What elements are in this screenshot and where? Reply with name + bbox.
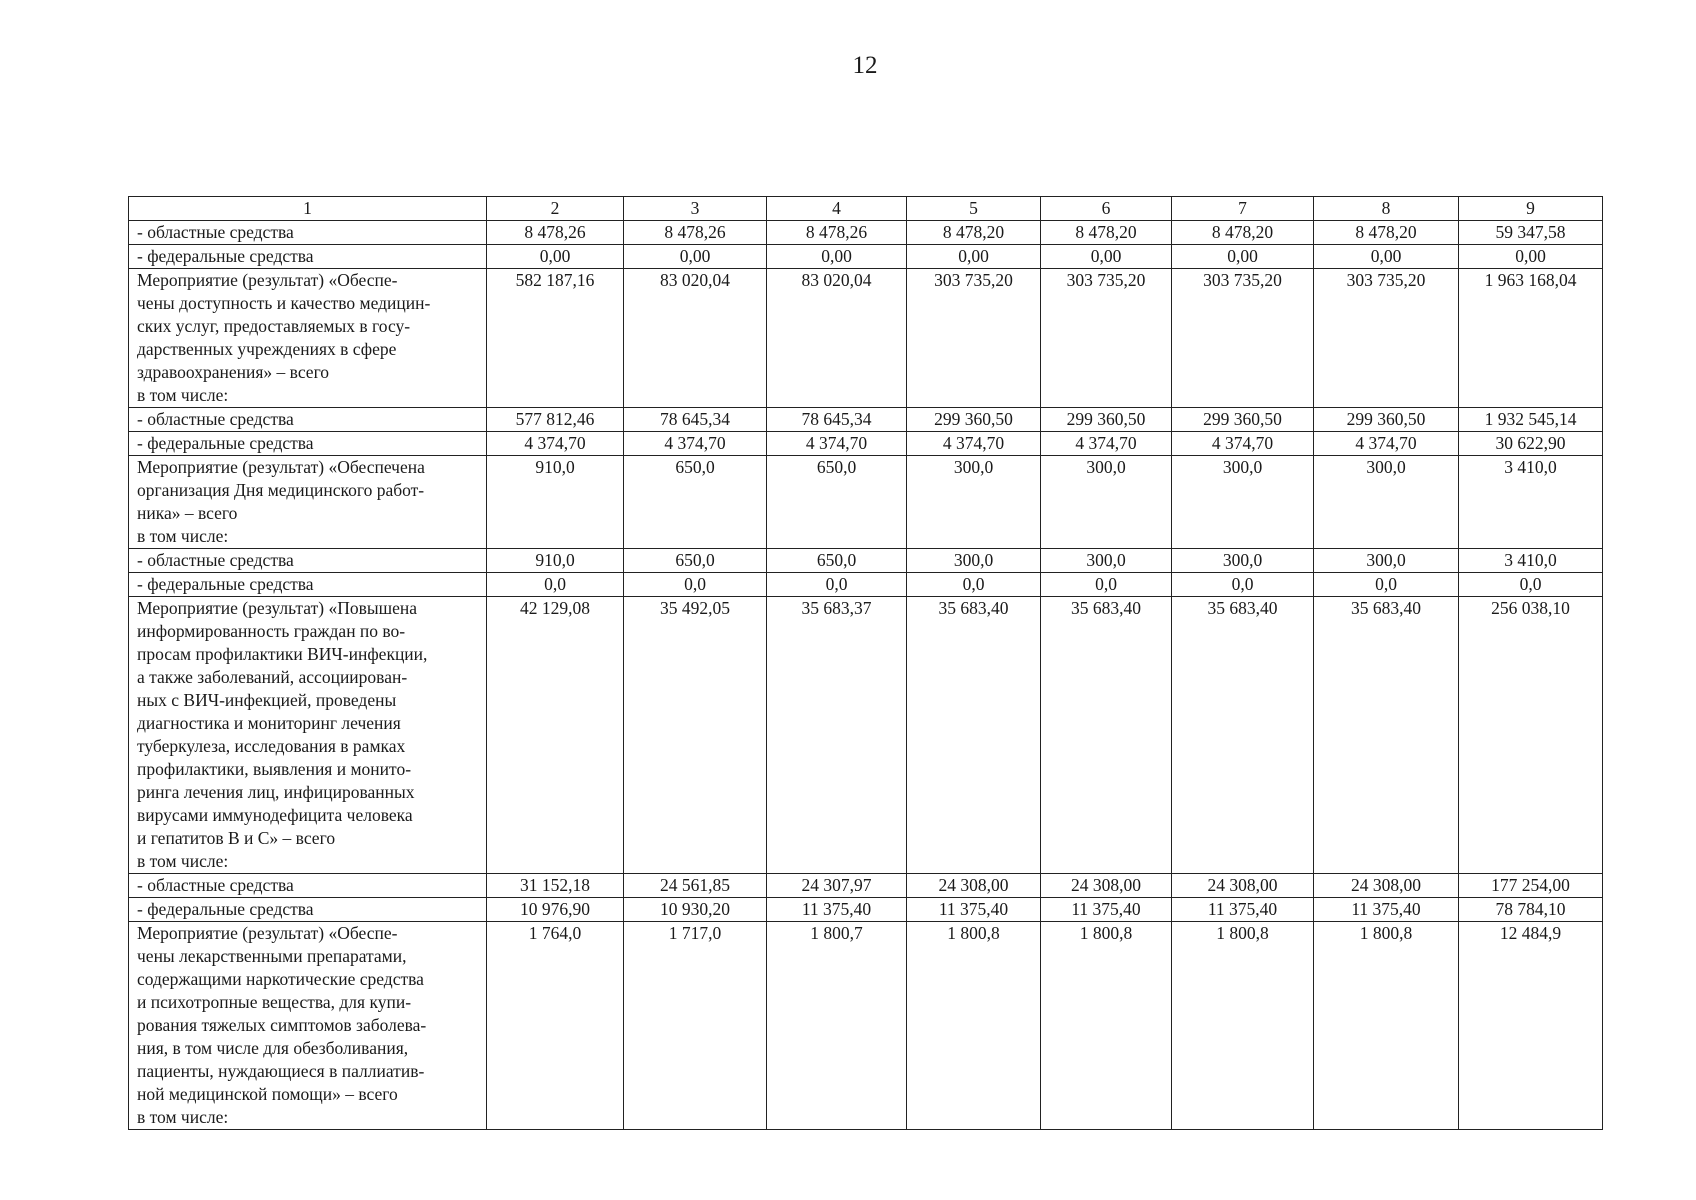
row-label-line: ной медицинской помощи» – всего: [137, 1084, 398, 1104]
row-label-line: - областные средства: [137, 222, 294, 242]
row-label-line: - федеральные средства: [137, 574, 314, 594]
value-cell: 0,00: [1172, 245, 1314, 269]
value-cell: 1 800,8: [1172, 922, 1314, 1130]
row-label: [129, 549, 487, 573]
value-cell: 1 800,7: [767, 922, 907, 1130]
row-label-line: Мероприятие (результат) «Повышена: [137, 598, 417, 618]
value-cell: 0,00: [1459, 245, 1603, 269]
value-cell: 31 152,18: [487, 874, 624, 898]
header-cell: 6: [1041, 197, 1172, 221]
value-cell: 11 375,40: [907, 898, 1041, 922]
value-cell: 0,0: [907, 573, 1041, 597]
value-cell: 910,0: [487, 456, 624, 549]
value-cell: 10 976,90: [487, 898, 624, 922]
value-cell: 299 360,50: [1314, 408, 1459, 432]
row-label: [129, 597, 487, 874]
row-label: [129, 922, 487, 1130]
row-label: [129, 898, 487, 922]
value-cell: 8 478,20: [1314, 221, 1459, 245]
value-cell: 0,00: [1314, 245, 1459, 269]
value-cell: 303 735,20: [907, 269, 1041, 408]
row-label: [129, 408, 487, 432]
row-label-line: а также заболеваний, ассоциирован-: [137, 667, 408, 687]
value-cell: 299 360,50: [1172, 408, 1314, 432]
value-cell: 1 800,8: [1314, 922, 1459, 1130]
value-cell: 300,0: [907, 456, 1041, 549]
row-label-line: здравоохранения» – всего: [137, 362, 330, 382]
row-label-line: информированность граждан по во-: [137, 621, 406, 641]
value-cell: 300,0: [1172, 456, 1314, 549]
table-row: [129, 597, 1603, 874]
value-cell: 650,0: [624, 549, 767, 573]
value-cell: 1 800,8: [907, 922, 1041, 1130]
value-cell: 303 735,20: [1172, 269, 1314, 408]
value-cell: 3 410,0: [1459, 456, 1603, 549]
row-label: [129, 874, 487, 898]
value-cell: 0,00: [487, 245, 624, 269]
row-label-line: - областные средства: [137, 875, 294, 895]
row-label-line: просам профилактики ВИЧ-инфекции,: [137, 644, 428, 664]
value-cell: 8 478,26: [487, 221, 624, 245]
value-cell: 11 375,40: [767, 898, 907, 922]
row-label-line: чены доступность и качество медицин-: [137, 293, 431, 313]
table-row: [129, 898, 1603, 922]
row-label-line: дарственных учреждениях в сфере: [137, 339, 397, 359]
value-cell: 303 735,20: [1314, 269, 1459, 408]
value-cell: 300,0: [907, 549, 1041, 573]
row-label-line: в том числе:: [137, 385, 229, 405]
row-label-line: пациенты, нуждающиеся в паллиатив-: [137, 1061, 425, 1081]
table-row: [129, 269, 1603, 408]
row-label-line: рования тяжелых симптомов заболева-: [137, 1015, 427, 1035]
value-cell: 1 764,0: [487, 922, 624, 1130]
row-label-line: - федеральные средства: [137, 899, 314, 919]
value-cell: 300,0: [1172, 549, 1314, 573]
value-cell: 4 374,70: [1041, 432, 1172, 456]
value-cell: 300,0: [1314, 549, 1459, 573]
row-label-line: ния, в том числе для обезболивания,: [137, 1038, 409, 1058]
header-row: [129, 197, 1603, 221]
row-label-line: Мероприятие (результат) «Обеспе-: [137, 923, 398, 943]
value-cell: 1 717,0: [624, 922, 767, 1130]
value-cell: 24 307,97: [767, 874, 907, 898]
value-cell: 0,00: [1041, 245, 1172, 269]
value-cell: 8 478,20: [1041, 221, 1172, 245]
value-cell: 42 129,08: [487, 597, 624, 874]
value-cell: 0,00: [624, 245, 767, 269]
row-label-line: профилактики, выявления и монито-: [137, 759, 412, 779]
table-row: [129, 221, 1603, 245]
table-row: [129, 456, 1603, 549]
row-label-line: Мероприятие (результат) «Обеспечена: [137, 457, 425, 477]
row-label-line: - федеральные средства: [137, 433, 314, 453]
value-cell: 0,0: [767, 573, 907, 597]
row-label-line: в том числе:: [137, 851, 229, 871]
value-cell: 59 347,58: [1459, 221, 1603, 245]
header-cell: 7: [1172, 197, 1314, 221]
header-cell: 9: [1459, 197, 1603, 221]
value-cell: 1 963 168,04: [1459, 269, 1603, 408]
row-label: [129, 432, 487, 456]
row-label: [129, 573, 487, 597]
row-label-line: содержащими наркотические средства: [137, 969, 424, 989]
row-label-line: в том числе:: [137, 526, 229, 546]
value-cell: 0,0: [624, 573, 767, 597]
value-cell: 30 622,90: [1459, 432, 1603, 456]
header-cell: 1: [129, 197, 487, 221]
row-label: [129, 269, 487, 408]
value-cell: 650,0: [767, 549, 907, 573]
value-cell: 0,0: [487, 573, 624, 597]
value-cell: 577 812,46: [487, 408, 624, 432]
value-cell: 35 683,40: [1172, 597, 1314, 874]
value-cell: 4 374,70: [907, 432, 1041, 456]
value-cell: 0,0: [1314, 573, 1459, 597]
row-label-line: и гепатитов В и С» – всего: [137, 828, 336, 848]
value-cell: 650,0: [624, 456, 767, 549]
row-label-line: Мероприятие (результат) «Обеспе-: [137, 270, 398, 290]
row-label-line: ных с ВИЧ-инфекцией, проведены: [137, 690, 397, 710]
value-cell: 3 410,0: [1459, 549, 1603, 573]
table-row: [129, 874, 1603, 898]
value-cell: 0,0: [1459, 573, 1603, 597]
value-cell: 78 645,34: [624, 408, 767, 432]
value-cell: 300,0: [1041, 549, 1172, 573]
row-label-line: ринга лечения лиц, инфицированных: [137, 782, 415, 802]
value-cell: 35 683,40: [907, 597, 1041, 874]
value-cell: 256 038,10: [1459, 597, 1603, 874]
value-cell: 1 800,8: [1041, 922, 1172, 1130]
value-cell: 582 187,16: [487, 269, 624, 408]
table-row: [129, 922, 1603, 1130]
table-row: [129, 573, 1603, 597]
value-cell: 910,0: [487, 549, 624, 573]
value-cell: 8 478,20: [1172, 221, 1314, 245]
row-label-line: диагностика и мониторинг лечения: [137, 713, 401, 733]
row-label: [129, 221, 487, 245]
row-label: [129, 245, 487, 269]
value-cell: 83 020,04: [624, 269, 767, 408]
value-cell: 0,0: [1041, 573, 1172, 597]
value-cell: 0,0: [1172, 573, 1314, 597]
value-cell: 78 645,34: [767, 408, 907, 432]
row-label-line: - областные средства: [137, 409, 294, 429]
value-cell: 10 930,20: [624, 898, 767, 922]
value-cell: 35 683,40: [1314, 597, 1459, 874]
value-cell: 24 308,00: [1172, 874, 1314, 898]
value-cell: 4 374,70: [767, 432, 907, 456]
table-row: [129, 549, 1603, 573]
row-label-line: и психотропные вещества, для купи-: [137, 992, 412, 1012]
value-cell: 300,0: [1041, 456, 1172, 549]
value-cell: 4 374,70: [1172, 432, 1314, 456]
value-cell: 11 375,40: [1314, 898, 1459, 922]
budget-table: [128, 196, 1603, 1130]
value-cell: 35 683,37: [767, 597, 907, 874]
row-label-line: ника» – всего: [137, 503, 238, 523]
value-cell: 24 308,00: [907, 874, 1041, 898]
row-label-line: в том числе:: [137, 1107, 229, 1127]
value-cell: 4 374,70: [624, 432, 767, 456]
value-cell: 0,00: [767, 245, 907, 269]
row-label-line: - областные средства: [137, 550, 294, 570]
value-cell: 12 484,9: [1459, 922, 1603, 1130]
header-cell: 8: [1314, 197, 1459, 221]
table-row: [129, 408, 1603, 432]
value-cell: 4 374,70: [487, 432, 624, 456]
header-cell: 3: [624, 197, 767, 221]
page-number: 12: [852, 52, 878, 79]
value-cell: 11 375,40: [1172, 898, 1314, 922]
value-cell: 11 375,40: [1041, 898, 1172, 922]
value-cell: 35 492,05: [624, 597, 767, 874]
value-cell: 24 308,00: [1314, 874, 1459, 898]
value-cell: 83 020,04: [767, 269, 907, 408]
value-cell: 299 360,50: [1041, 408, 1172, 432]
value-cell: 35 683,40: [1041, 597, 1172, 874]
value-cell: 78 784,10: [1459, 898, 1603, 922]
row-label-line: организация Дня медицинского работ-: [137, 480, 425, 500]
header-cell: 2: [487, 197, 624, 221]
value-cell: 24 561,85: [624, 874, 767, 898]
row-label-line: вирусами иммунодефицита человека: [137, 805, 413, 825]
value-cell: 8 478,26: [767, 221, 907, 245]
header-cell: 4: [767, 197, 907, 221]
value-cell: 4 374,70: [1314, 432, 1459, 456]
value-cell: 8 478,26: [624, 221, 767, 245]
value-cell: 300,0: [1314, 456, 1459, 549]
table-row: [129, 245, 1603, 269]
header-cell: 5: [907, 197, 1041, 221]
value-cell: 177 254,00: [1459, 874, 1603, 898]
row-label-line: - федеральные средства: [137, 246, 314, 266]
value-cell: 8 478,20: [907, 221, 1041, 245]
value-cell: 650,0: [767, 456, 907, 549]
row-label-line: чены лекарственными препаратами,: [137, 946, 407, 966]
value-cell: 1 932 545,14: [1459, 408, 1603, 432]
value-cell: 299 360,50: [907, 408, 1041, 432]
table-row: [129, 432, 1603, 456]
value-cell: 303 735,20: [1041, 269, 1172, 408]
row-label-line: ских услуг, предоставляемых в госу-: [137, 316, 411, 336]
row-label: [129, 456, 487, 549]
row-label-line: туберкулеза, исследования в рамках: [137, 736, 406, 756]
value-cell: 0,00: [907, 245, 1041, 269]
value-cell: 24 308,00: [1041, 874, 1172, 898]
